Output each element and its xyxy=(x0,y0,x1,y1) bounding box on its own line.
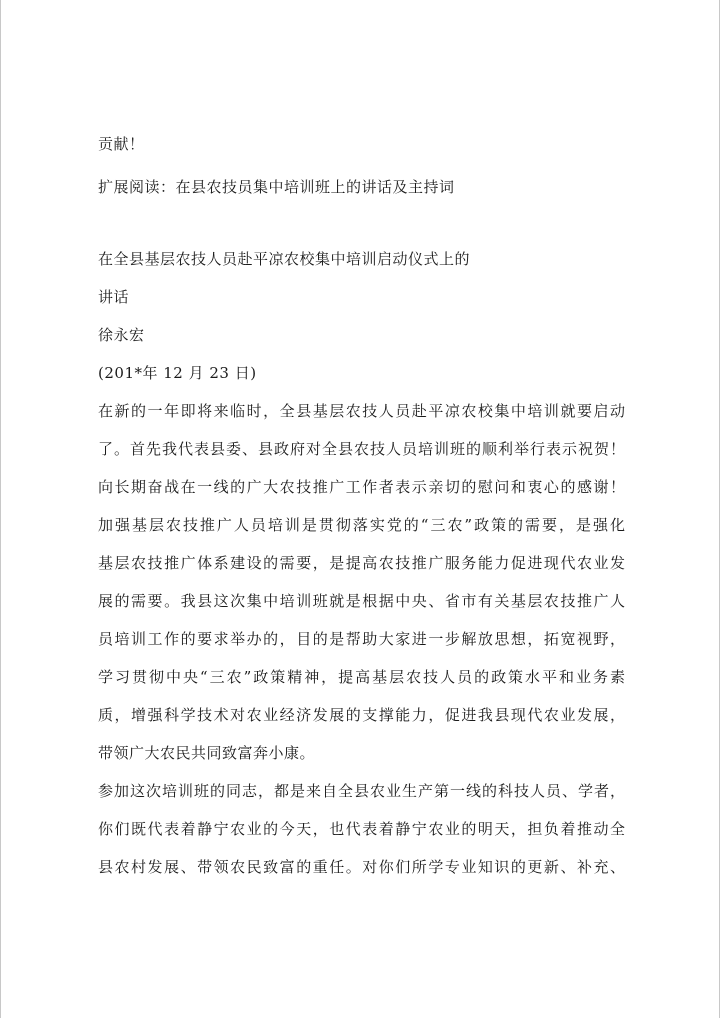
speech-date: (201*年 12 月 23 日) xyxy=(98,364,257,382)
body-line: 你们既代表着静宁农业的今天，也代表着静宁农业的明天，担负着推动全 xyxy=(98,820,625,838)
body-line: 加强基层农技推广人员培训是贯彻落实党的“三农”政策的需要，是强化 xyxy=(98,516,625,534)
text-line-contribution: 贡献！ xyxy=(98,135,145,153)
body-line: 质，增强科学技术对农业经济发展的支撑能力，促进我县现代农业发展， xyxy=(98,706,625,724)
speaker-name: 徐永宏 xyxy=(98,326,145,344)
body-line: 学习贯彻中央“三农”政策精神，提高基层农技人员的政策水平和业务素 xyxy=(98,668,625,686)
body-line-end: 带领广大农民共同致富奔小康。 xyxy=(98,744,316,762)
body-line: 展的需要。我县这次集中培训班就是根据中央、省市有关基层农技推广人 xyxy=(98,592,625,610)
body-line: 县农村发展、带领农民致富的重任。对你们所学专业知识的更新、补充、 xyxy=(98,858,625,876)
body-line: 参加这次培训班的同志，都是来自全县农业生产第一线的科技人员、学者， xyxy=(98,782,625,800)
body-line: 了。首先我代表县委、县政府对全县农技人员培训班的顺利举行表示祝贺！ xyxy=(98,440,625,458)
body-line: 基层农技推广体系建设的需要，是提高农技推广服务能力促进现代农业发 xyxy=(98,554,625,572)
speech-title: 在全县基层农技人员赴平凉农校集中培训启动仪式上的 xyxy=(98,250,471,268)
body-line: 员培训工作的要求举办的，目的是帮助大家进一步解放思想，拓宽视野， xyxy=(98,630,625,648)
body-line: 向长期奋战在一线的广大农技推广工作者表示亲切的慰问和衷心的感谢！ xyxy=(98,478,625,496)
body-line: 在新的一年即将来临时，全县基层农技人员赴平凉农校集中培训就要启动 xyxy=(98,402,625,420)
speech-title-continued: 讲话 xyxy=(98,288,130,306)
extended-reading-heading: 扩展阅读：在县农技员集中培训班上的讲话及主持词 xyxy=(98,178,455,196)
page-border-left xyxy=(0,0,1,1018)
